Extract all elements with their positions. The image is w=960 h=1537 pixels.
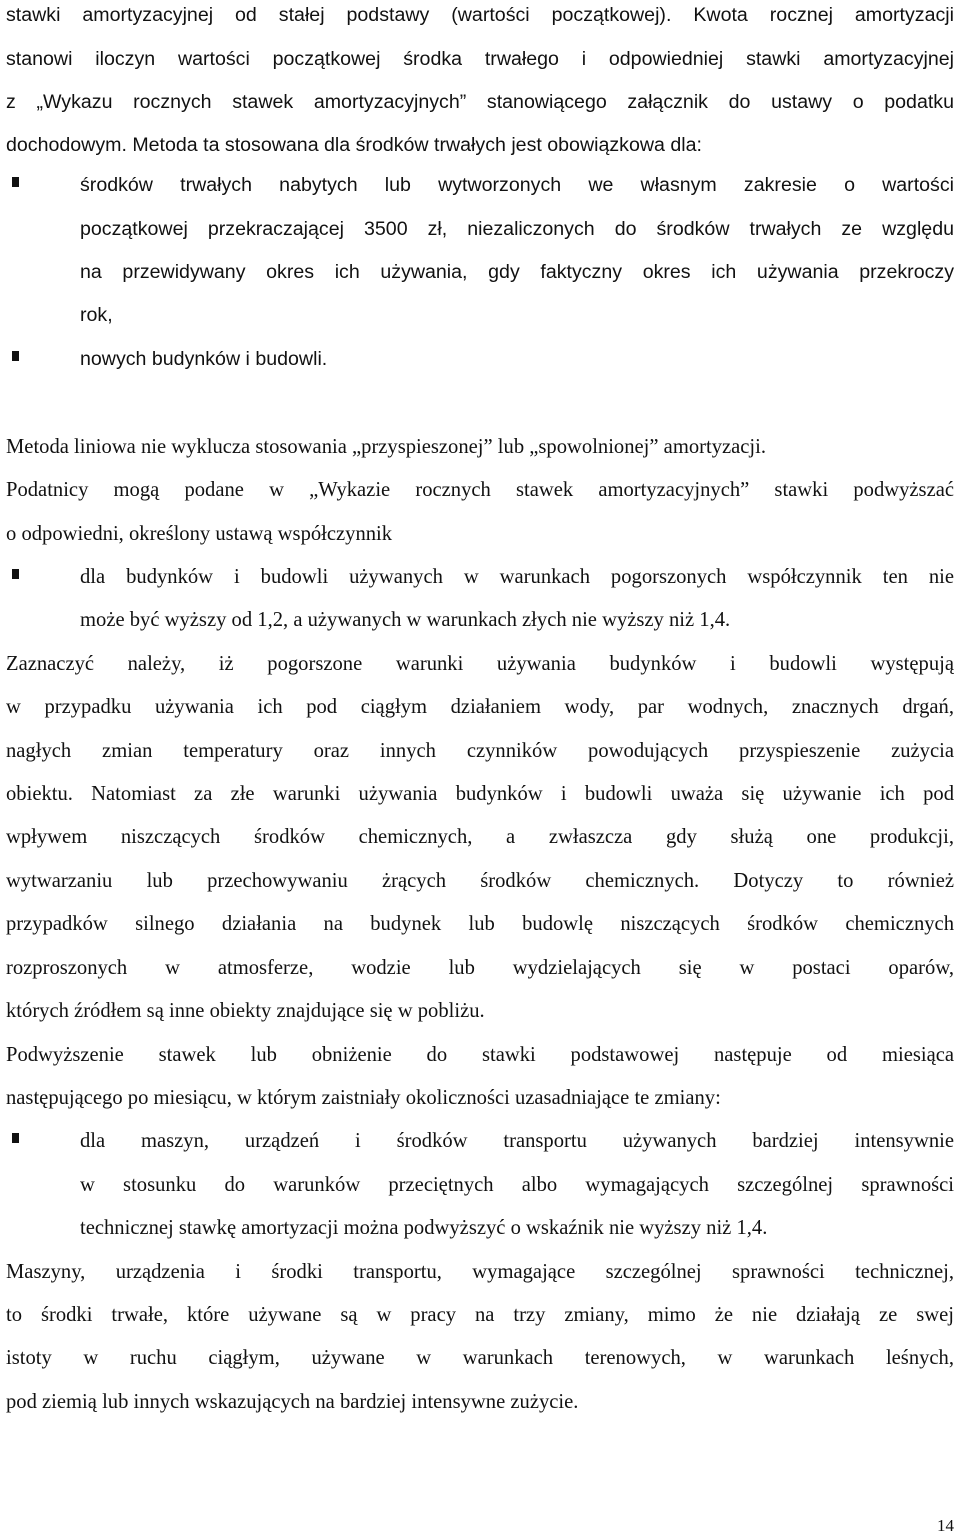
bullet-text-line: początkowej przekraczającej 3500 zł, niezaliczonych do środków trwałych ze względu: [80, 218, 954, 240]
text-line: Podatnicy mogą podane w „Wykazie rocznych stawek amortyzacyjnych” stawki podwyższać: [6, 479, 954, 501]
text-line: stanowi iloczyn wartości początkowej środka trwałego i odpowiedniej stawki amortyzacyjnej: [6, 48, 954, 70]
bullet-icon: [12, 1133, 19, 1143]
text-line: następującego po miesiącu, w którym zaistniały okoliczności uzasadniające te zmiany:: [6, 1087, 721, 1109]
text-line: Zaznaczyć należy, iż pogorszone warunki używania budynków i budowli występują: [6, 653, 954, 675]
text-line: rozproszonych w atmosferze, wodzie lub wydzielających się w postaci oparów,: [6, 957, 954, 979]
page-number: 14: [937, 1516, 954, 1535]
bullet-text-line: rok,: [80, 304, 113, 326]
text-line: pod ziemią lub innych wskazujących na bardziej intensywne zużycie.: [6, 1391, 579, 1413]
text-line: stawki amortyzacyjnej od stałej podstawy (wartości początkowej). Kwota rocznej amortyzacji: [6, 4, 954, 26]
text-line: o odpowiedni, określony ustawą współczynnik: [6, 523, 393, 545]
text-line: to środki trwałe, które używane są w pracy na trzy zmiany, mimo że nie działają ze swej: [6, 1304, 954, 1326]
bullet-text-line: na przewidywany okres ich używania, gdy faktyczny okres ich używania przekroczy: [80, 261, 954, 283]
bullet-text-line: dla maszyn, urządzeń i środków transportu używanych bardziej intensywnie: [80, 1130, 954, 1152]
bullet-text-line: środków trwałych nabytych lub wytworzonych we własnym zakresie o wartości: [80, 174, 954, 196]
text-line: Metoda liniowa nie wyklucza stosowania „przyspieszonej” lub „spowolnionej” amortyzacji.: [6, 436, 767, 458]
text-line: istoty w ruchu ciągłym, używane w warunkach terenowych, w warunkach leśnych,: [6, 1347, 954, 1369]
bullet-text-line: technicznej stawkę amortyzacji można podwyższyć o wskaźnik nie wyższy niż 1,4.: [80, 1217, 768, 1239]
text-line: wytwarzaniu lub przechowywaniu żrących środków chemicznych. Dotyczy to również: [6, 870, 954, 892]
text-line: w przypadku używania ich pod ciągłym działaniem wody, par wodnych, znacznych drgań,: [6, 696, 954, 718]
bullet-icon: [12, 569, 19, 579]
bullet-icon: [12, 177, 19, 187]
bullet-text-line: może być wyższy od 1,2, a używanych w warunkach złych nie wyższy niż 1,4.: [80, 609, 731, 631]
bullet-text-line: nowych budynków i budowli.: [80, 348, 328, 370]
text-line: Maszyny, urządzenia i środki transportu, wymagające szczególnej sprawności technicznej,: [6, 1261, 954, 1283]
text-line: których źródłem są inne obiekty znajdujące się w pobliżu.: [6, 1000, 485, 1022]
text-line: obiektu. Natomiast za złe warunki używania budynków i budowli uważa się używanie ich pod: [6, 783, 954, 805]
text-line: wpływem niszczących środków chemicznych, a zwłaszcza gdy służą one produkcji,: [6, 826, 954, 848]
text-line: Podwyższenie stawek lub obniżenie do stawki podstawowej następuje od miesiąca: [6, 1044, 954, 1066]
text-line: dochodowym. Metoda ta stosowana dla środków trwałych jest obowiązkowa dla:: [6, 134, 702, 156]
bullet-text-line: w stosunku do warunków przeciętnych albo wymagających szczególnej sprawności: [80, 1174, 954, 1196]
text-line: przypadków silnego działania na budynek lub budowlę niszczących środków chemicznych: [6, 913, 954, 935]
text-line: z „Wykazu rocznych stawek amortyzacyjnych” stanowiącego załącznik do ustawy o podatku: [6, 91, 954, 113]
text-line: nagłych zmian temperatury oraz innych czynników powodujących przyspieszenie zużycia: [6, 740, 954, 762]
bullet-icon: [12, 351, 19, 361]
bullet-text-line: dla budynków i budowli używanych w warunkach pogorszonych współczynnik ten nie: [80, 566, 954, 588]
